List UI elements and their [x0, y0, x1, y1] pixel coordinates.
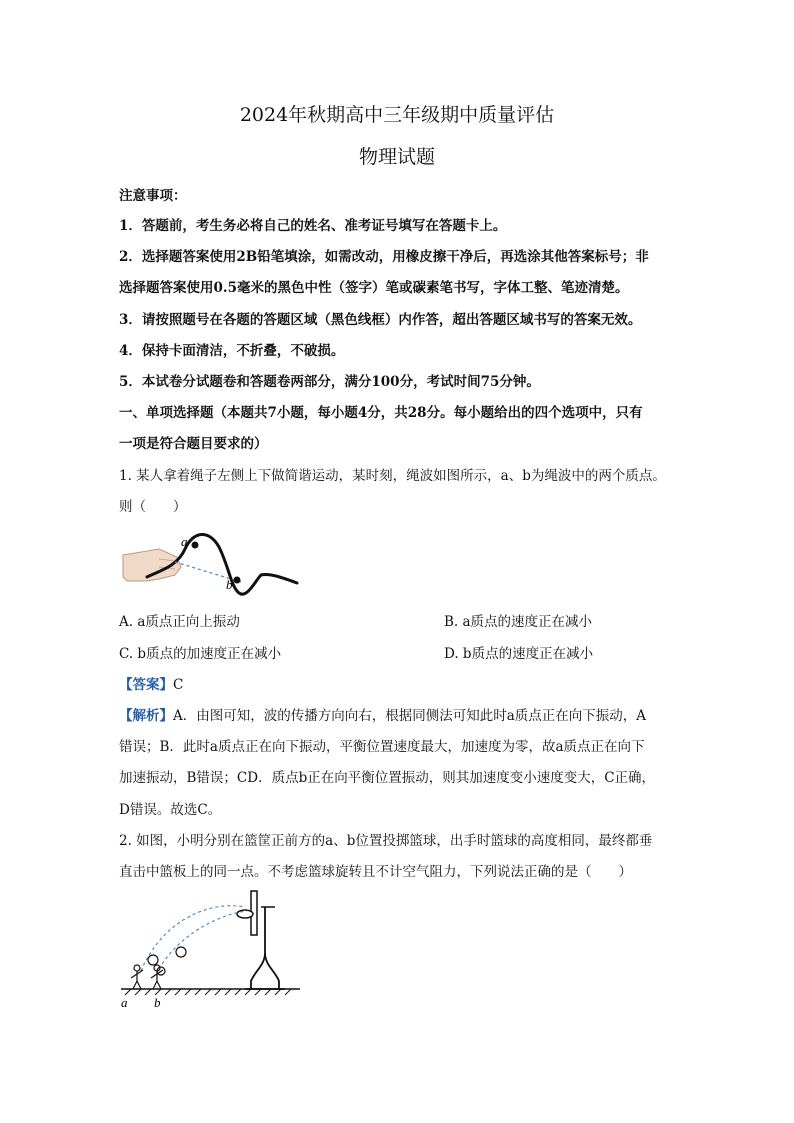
- q1-option-a: A. a质点正向上振动: [119, 614, 240, 630]
- q1-stem: 1. 某人拿着绳子左侧上下做简谐运动，某时刻，绳波如图所示，a、b为绳波中的两个质点。: [119, 468, 666, 484]
- answer-tag: 【答案】: [119, 677, 173, 693]
- answer-value: C: [173, 677, 184, 693]
- notice-item-4: 4．保持卡面清洁，不折叠，不破损。: [119, 343, 345, 359]
- notice-heading: 注意事项：: [119, 188, 187, 204]
- label-b: b: [226, 577, 233, 592]
- q1-option-b: B. a质点的速度正在减小: [444, 614, 593, 630]
- notice-item-5: 5．本试卷分试题卷和答题卷两部分，满分100分，考试时间75分钟。: [119, 374, 540, 390]
- page-title: 2024年秋期高中三年级期中质量评估: [239, 104, 555, 126]
- label-a: a: [181, 534, 188, 549]
- section-heading-cont: 一项是符合题目要求的）: [119, 436, 268, 452]
- notice-item-2-cont: 选择题答案使用0.5毫米的黑色中性（签字）笔或碳素笔书写，字体工整、笔迹清楚。: [119, 280, 629, 296]
- section-heading: 一、单项选择题（本题共7小题，每小题4分，共28分。每小题给出的四个选项中，只有: [119, 405, 643, 421]
- q2-stem-cont: 直击中篮板上的同一点。不考虑篮球旋转且不计空气阻力，下列说法正确的是（ ）: [119, 864, 632, 880]
- q1-analysis-line-4: D错误。故选C。: [119, 802, 222, 818]
- point-b: [234, 577, 241, 584]
- q1-option-c: C. b质点的加速度正在减小: [119, 646, 282, 662]
- q1-analysis-line-2: 错误；B．此时a质点正在向下振动，平衡位置速度最大，加速度为零，故a质点正在向下: [119, 739, 645, 755]
- ball-a-1: [148, 955, 158, 965]
- notice-item-1: 1．答题前，考生务必将自己的姓名、准考证号填写在答题卡上。: [119, 218, 507, 234]
- q1-analysis-line-1: [119, 706, 679, 726]
- label-position-b: b: [154, 995, 161, 1010]
- q2-stem: 2. 如图，小明分别在篮筐正前方的a、b位置投掷篮球，出手时篮球的高度相同，最终都垂: [119, 833, 653, 849]
- q1-stem-cont: 则（ ）: [119, 499, 187, 515]
- label-position-a: a: [121, 995, 128, 1010]
- q2-basketball-figure: [115, 885, 305, 1015]
- ball-b-1: [176, 947, 186, 957]
- notice-item-2: 2．选择题答案使用2B铅笔填涂，如需改动，用橡皮擦干净后，再选涂其他答案标号；非: [119, 249, 649, 265]
- notice-item-3: 3．请按照题号在各题的答题区域（黑色线框）内作答，超出答题区域书写的答案无效。: [119, 312, 642, 328]
- hoop-rim: [237, 910, 253, 918]
- page-subtitle: 物理试题: [358, 146, 435, 168]
- analysis-tag: 【解析】: [119, 708, 173, 724]
- q1-answer-line: [119, 675, 679, 695]
- player-a-icon: [131, 965, 143, 989]
- q1-option-d: D. b质点的速度正在减小: [444, 646, 594, 662]
- q1-analysis-line-3: 加速振动，B错误；CD．质点b正在向平衡位置振动，则其加速度变小速度变大，C正确，: [119, 770, 656, 786]
- analysis-text-1: A．由图可知，波的传播方向向右，根据同侧法可知此时a质点正在向下振动，A: [173, 708, 647, 724]
- point-a: [192, 542, 199, 549]
- q1-rope-wave-figure: [119, 527, 309, 607]
